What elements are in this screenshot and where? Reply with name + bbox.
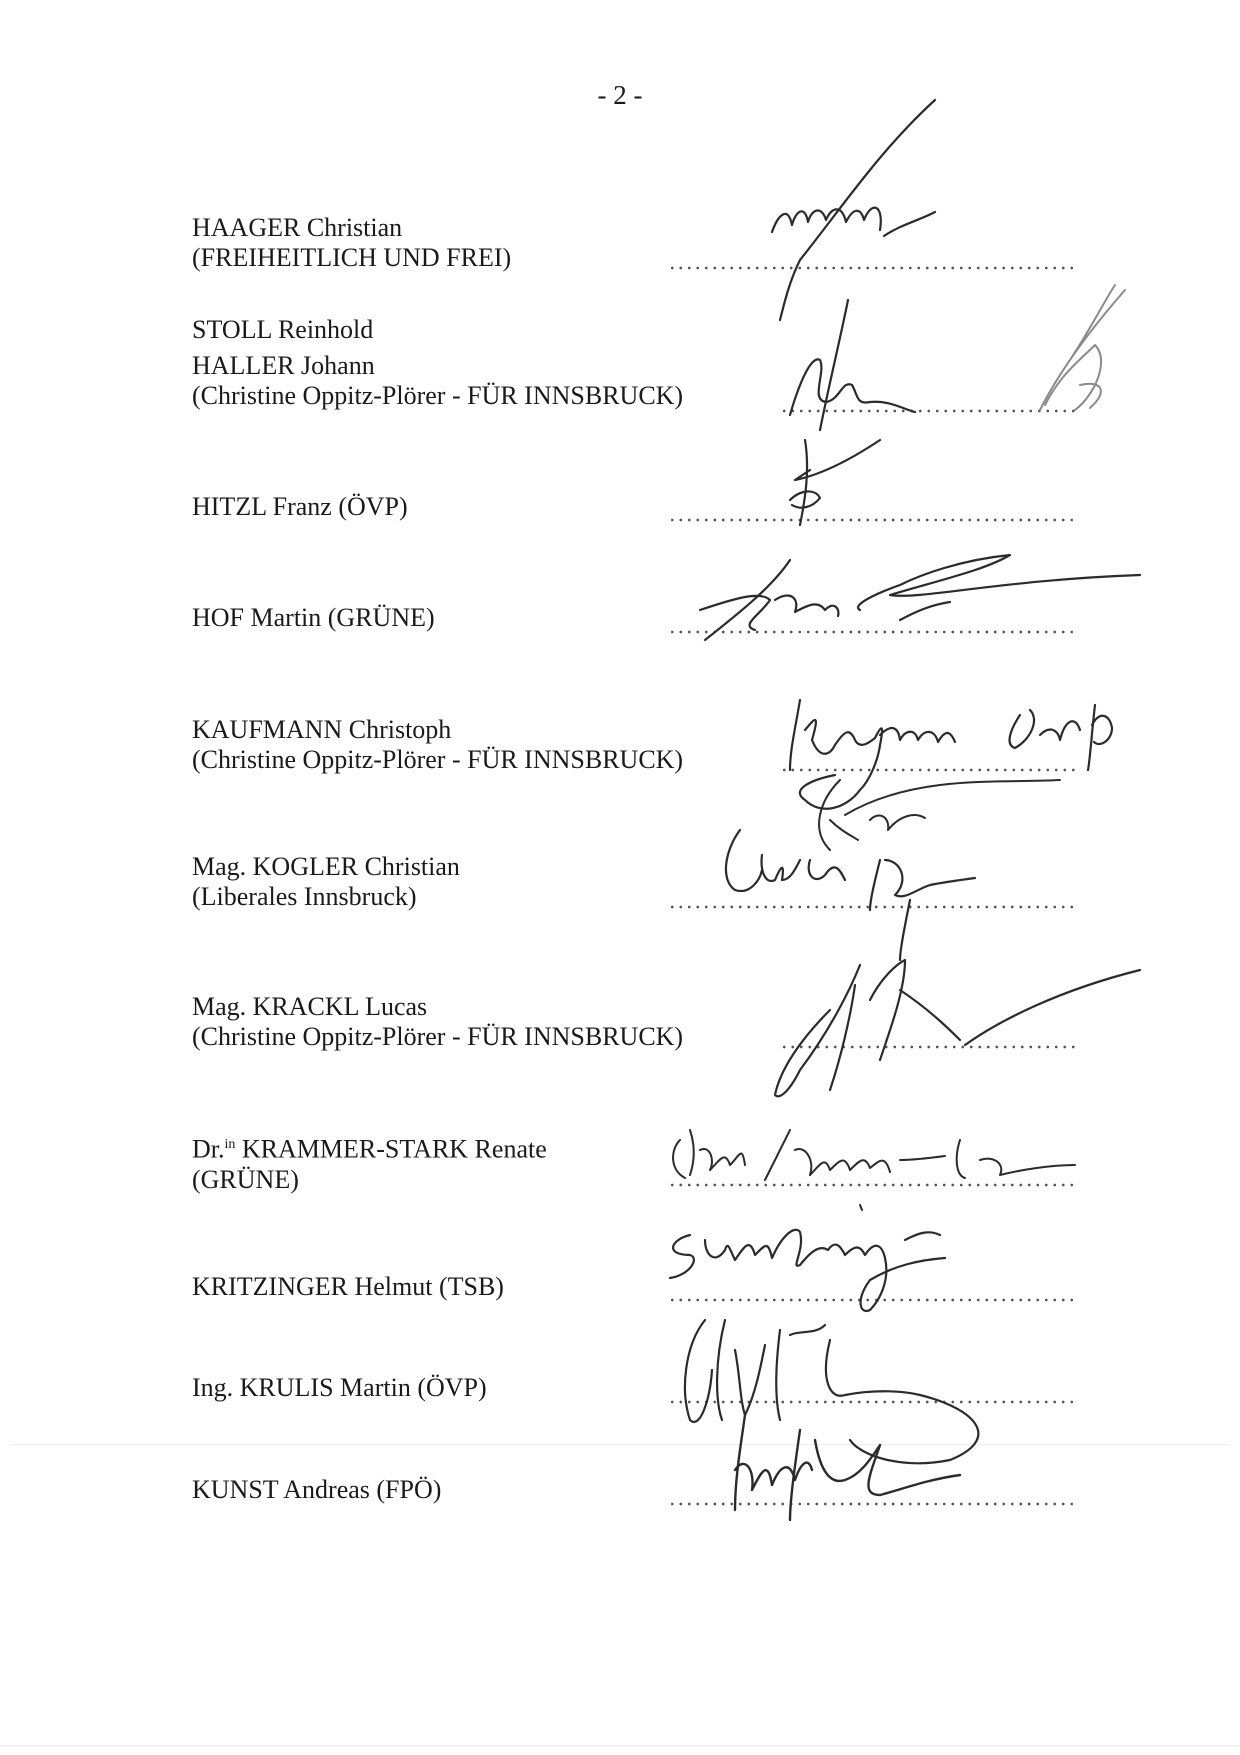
- signatory-name: HAAGER Christian: [192, 213, 403, 242]
- signature-line: [668, 905, 1078, 909]
- signature-krammer-stark: [673, 1130, 1075, 1210]
- page-number: - 2 -: [597, 80, 643, 110]
- signatory-name: KUNST Andreas (FPÖ): [192, 1475, 442, 1504]
- signature-line: [780, 409, 1078, 413]
- signature-line: [780, 1045, 1078, 1049]
- signatory-krulis: [192, 1373, 487, 1403]
- signatory-party: (FREIHEITLICH UND FREI): [192, 243, 512, 272]
- signature-krulis: [685, 1320, 978, 1463]
- signature-line: [668, 1400, 1078, 1404]
- signatory-stoll-haller: [192, 315, 683, 411]
- signatory-name: HALLER Johann: [192, 351, 375, 380]
- signatory-krammer-stark: [192, 1130, 547, 1195]
- signatory-name: Mag. KRACKL Lucas: [192, 992, 428, 1021]
- signatory-kogler: [192, 852, 460, 912]
- signatory-krackl: [192, 992, 683, 1052]
- signature-line: [668, 1298, 1078, 1302]
- signature-hof: [700, 555, 1140, 640]
- scan-edge-line: [10, 1444, 1230, 1445]
- signature-line: [780, 768, 1078, 772]
- title-suffix: in: [224, 1137, 236, 1152]
- signatory-surname: KRAMMER-STARK Renate: [235, 1134, 547, 1164]
- signature-line: [668, 630, 1078, 634]
- signatory-hof: [192, 603, 435, 633]
- signatory-name: HOF Martin (GRÜNE): [192, 603, 435, 632]
- signature-kaufmann: [790, 700, 1112, 809]
- signatory-kunst: [192, 1475, 441, 1505]
- title-prefix: Dr.: [192, 1134, 225, 1164]
- signatory-hitzl: [192, 492, 408, 522]
- signature-line: [668, 1502, 1078, 1506]
- signature-haager: [772, 100, 935, 320]
- signatory-name: STOLL Reinhold: [192, 315, 374, 344]
- signatory-party: (Christine Oppitz-Plörer - FÜR INNSBRUCK): [192, 1022, 684, 1051]
- signature-krackl: [775, 960, 1140, 1096]
- signatory-name: KAUFMANN Christoph: [192, 715, 452, 744]
- signature-kogler: [726, 830, 975, 960]
- signature-line: [668, 518, 1078, 522]
- signatory-haager: [192, 213, 511, 273]
- signatory-name: HITZL Franz (ÖVP): [192, 492, 408, 521]
- signatory-name: [192, 1130, 547, 1165]
- signature-haller: [1040, 285, 1125, 410]
- signatory-party: (Christine Oppitz-Plörer - FÜR INNSBRUCK): [192, 745, 684, 774]
- signature-line: [668, 1183, 1078, 1187]
- signatory-kritzinger: [192, 1272, 504, 1302]
- signatory-party: (GRÜNE): [192, 1164, 299, 1194]
- signatory-name: Mag. KOGLER Christian: [192, 852, 460, 881]
- signatory-party: (Christine Oppitz-Plörer - FÜR INNSBRUCK): [192, 381, 684, 410]
- signatory-party: (Liberales Innsbruck): [192, 882, 417, 911]
- signature-line: [668, 266, 1078, 270]
- signatory-name: KRITZINGER Helmut (TSB): [192, 1272, 504, 1301]
- signature-kaufmann-tail: [819, 780, 1060, 850]
- signatory-name: Ing. KRULIS Martin (ÖVP): [192, 1373, 487, 1402]
- signatory-kaufmann: [192, 715, 683, 775]
- scan-edge-bottom: [0, 1745, 1240, 1747]
